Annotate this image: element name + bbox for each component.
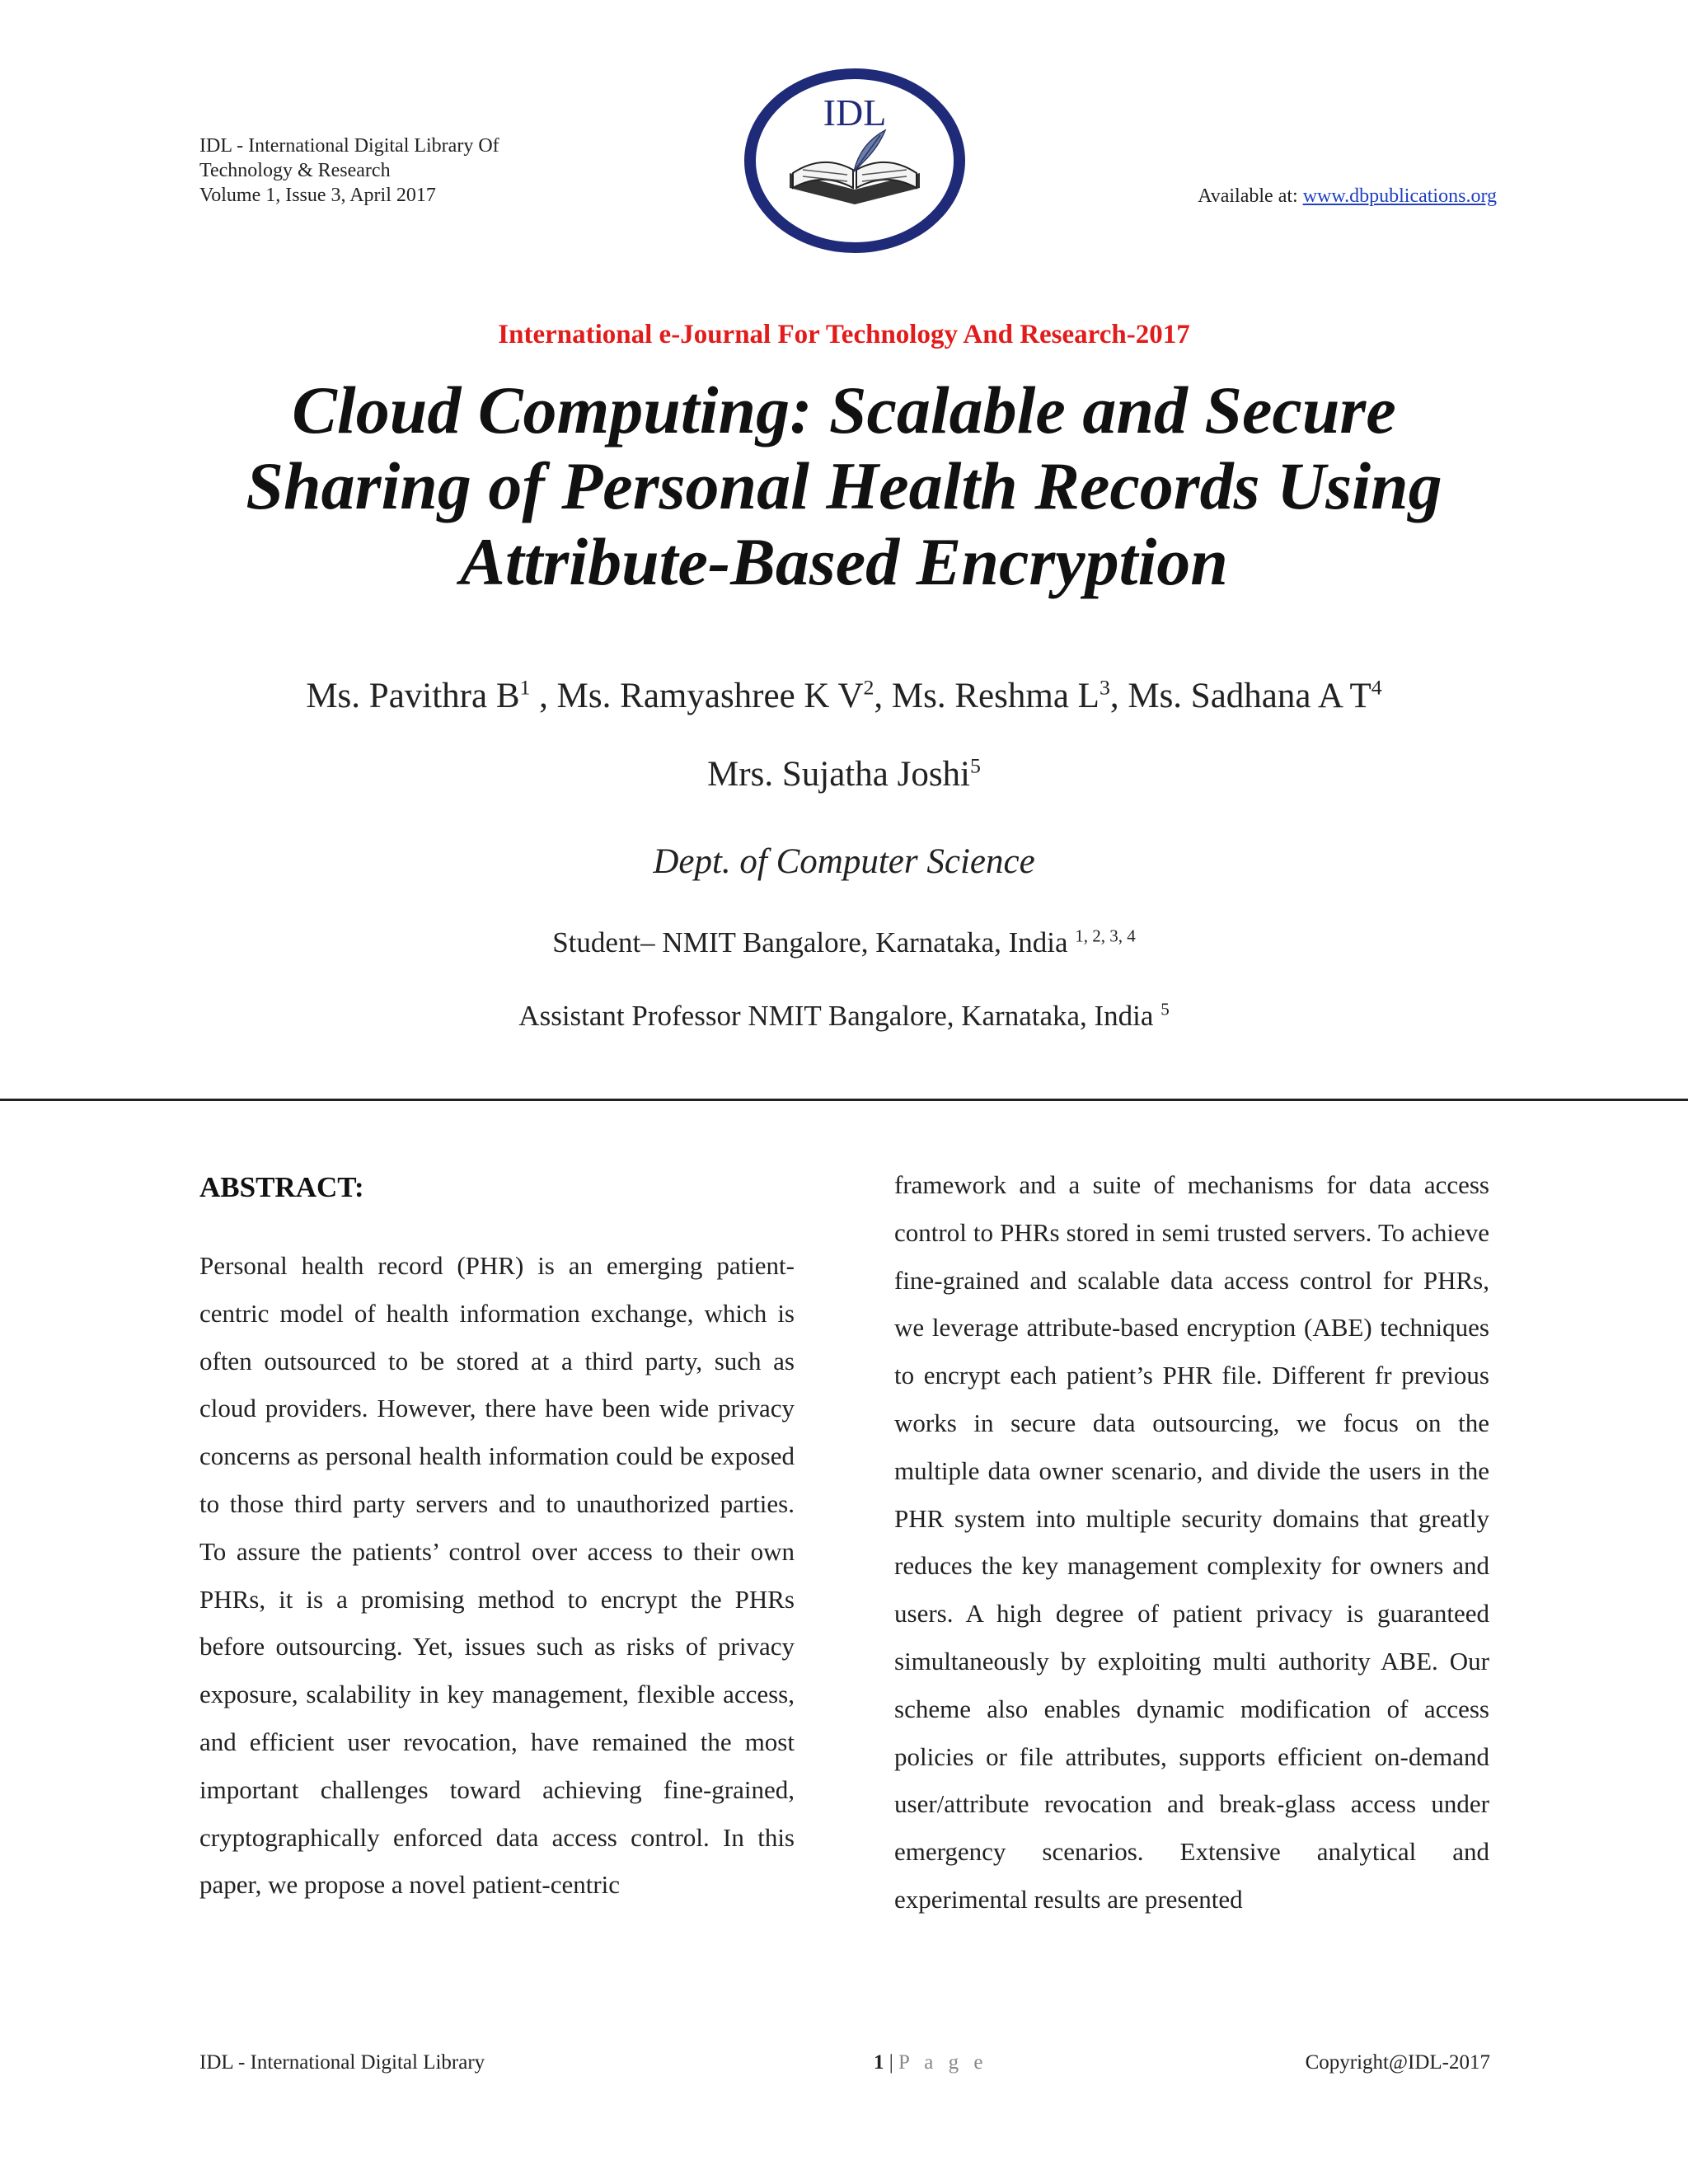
footer-page-number [874, 2051, 987, 2074]
professor-affiliation-sup: 5 [1160, 999, 1170, 1019]
author-5-sup: 5 [970, 753, 981, 778]
journal-name: International e-Journal For Technology And Research-2017 [498, 320, 1190, 349]
title-line-3: Attribute-Based Encryption [460, 524, 1228, 599]
student-affiliation-text: Student– NMIT Bangalore, Karnataka, India [552, 926, 1076, 958]
page-separator: | [884, 2051, 899, 2074]
author-5: Mrs. Sujatha Joshi [707, 755, 971, 794]
author-list-2 [0, 754, 1688, 794]
author-2-sup: 2 [863, 675, 874, 700]
logo-text: IDL [823, 91, 887, 134]
publisher-link[interactable]: www.dbpublications.org [1302, 185, 1497, 207]
idl-logo [740, 64, 969, 257]
title-line-1: Cloud Computing: Scalable and Secure [292, 373, 1396, 448]
department: Dept. of Computer Science [653, 842, 1035, 881]
header-line-1: IDL - International Digital Library Of [199, 135, 499, 157]
abstract-heading: ABSTRACT: [199, 1171, 364, 1203]
footer-copyright: Copyright@IDL-2017 [1305, 2051, 1490, 2074]
page-word: P a g e [898, 2051, 988, 2074]
abstract-left-column: Personal health record (PHR) is an emerging patient-centric model of health information exchange, which is often outsourced to be stored at a third party, such as cloud providers. However, there have been wide privacy concerns as personal health information could be exposed to those third party servers and to unauthorized parties. To assure the patients’ control over access to their own PHRs, it is a promising method to encrypt the PHRs before outsourcing. Yet, issues such as risks of privacy exposure, scalability in key management, flexible access, and efficient user revocation, have remained the most important challenges toward achieving fine-grained, cryptographically enforced data access control. In this paper, we propose a novel patient-centric [199, 1251, 795, 1900]
author-3-sup: 3 [1099, 675, 1110, 700]
abstract-right-column: framework and a suite of mechanisms for data access control to PHRs stored in semi trusted servers. To achieve fine-grained and scalable data access control for PHRs, we leverage attribute-based encryption (ABE) techniques to encrypt each patient’s PHR file. Different fr previous works in secure data outsourcing, we focus on the multiple data owner scenario, and divide the users in the PHR system into multiple security domains that greatly reduces the key management complexity for owners and users. A high degree of patient privacy is guaranteed simultaneously by exploiting multi authority ABE. Our scheme also enables dynamic modification of access policies or file attributes, supports efficient on-demand user/attribute revocation and break-glass access under emergency scenarios. Extensive analytical and experimental results are presented [894, 1170, 1489, 1914]
availability-note [1198, 184, 1497, 209]
journal-header-info [199, 134, 499, 208]
student-affiliation-sup: 1, 2, 3, 4 [1075, 926, 1136, 946]
available-label: Available at: [1198, 185, 1303, 207]
paper-title [165, 373, 1523, 600]
header-line-3: Volume 1, Issue 3, April 2017 [199, 185, 436, 206]
professor-affiliation [0, 1000, 1688, 1033]
section-divider [0, 1099, 1688, 1101]
author-1-sup: 1 [519, 675, 531, 700]
author-3: , Ms. Reshma L [874, 677, 1100, 715]
author-4-sup: 4 [1371, 675, 1382, 700]
professor-affiliation-text: Assistant Professor NMIT Bangalore, Karnataka, India [518, 1000, 1161, 1032]
author-2: , Ms. Ramyashree K V [530, 677, 864, 715]
title-line-2: Sharing of Personal Health Records Using [246, 448, 1442, 523]
author-list [0, 676, 1688, 716]
page-number: 1 [874, 2051, 884, 2074]
author-1: Ms. Pavithra B [306, 677, 520, 715]
author-4: , Ms. Sadhana A T [1109, 677, 1372, 715]
header-line-2: Technology & Research [199, 160, 391, 181]
footer-publisher: IDL - International Digital Library [199, 2051, 485, 2074]
student-affiliation [0, 926, 1688, 959]
